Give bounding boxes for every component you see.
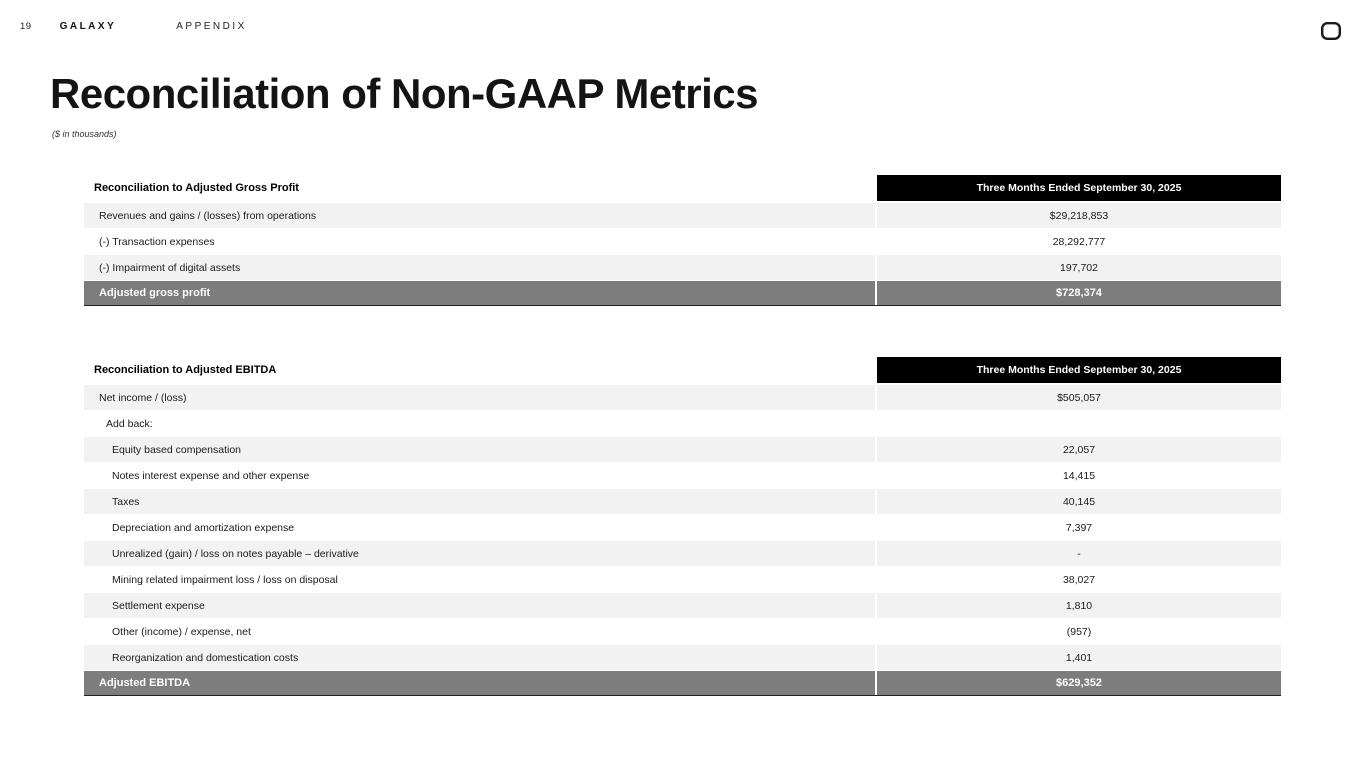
table-header-row bbox=[84, 357, 1281, 383]
page-subtitle: ($ in thousands) bbox=[52, 129, 117, 139]
period-header: Three Months Ended September 30, 2025 bbox=[877, 175, 1281, 201]
row-value bbox=[877, 411, 1281, 436]
table-row bbox=[84, 593, 1281, 618]
table-header-row bbox=[84, 175, 1281, 201]
row-value: 14,415 bbox=[877, 463, 1281, 488]
table-row bbox=[84, 411, 1281, 436]
table-row bbox=[84, 541, 1281, 566]
row-label: (-) Transaction expenses bbox=[84, 229, 875, 254]
table-row bbox=[84, 255, 1281, 280]
table-total-row bbox=[84, 281, 1281, 306]
period-header: Three Months Ended September 30, 2025 bbox=[877, 357, 1281, 383]
table-row bbox=[84, 645, 1281, 670]
table-row bbox=[84, 619, 1281, 644]
row-value: 197,702 bbox=[877, 255, 1281, 280]
row-label: Mining related impairment loss / loss on disposal bbox=[84, 567, 875, 592]
table-row bbox=[84, 489, 1281, 514]
row-value: 1,401 bbox=[877, 645, 1281, 670]
row-label: (-) Impairment of digital assets bbox=[84, 255, 875, 280]
row-label: Revenues and gains / (losses) from operations bbox=[84, 203, 875, 228]
row-value: (957) bbox=[877, 619, 1281, 644]
gross-profit-table bbox=[84, 175, 1281, 307]
row-value: 28,292,777 bbox=[877, 229, 1281, 254]
table-row bbox=[84, 385, 1281, 410]
row-label: Add back: bbox=[84, 411, 875, 436]
page-number: 19 bbox=[20, 21, 32, 32]
row-value: 38,027 bbox=[877, 567, 1281, 592]
total-label: Adjusted EBITDA bbox=[84, 671, 875, 695]
ebitda-table bbox=[84, 357, 1281, 697]
table-row bbox=[84, 229, 1281, 254]
table-title: Reconciliation to Adjusted Gross Profit bbox=[94, 182, 299, 194]
row-label: Settlement expense bbox=[84, 593, 875, 618]
row-value: $505,057 bbox=[877, 385, 1281, 410]
row-label: Taxes bbox=[84, 489, 875, 514]
table-row bbox=[84, 203, 1281, 228]
row-label: Net income / (loss) bbox=[84, 385, 875, 410]
table-total-row bbox=[84, 671, 1281, 696]
row-label: Depreciation and amortization expense bbox=[84, 515, 875, 540]
table-row bbox=[84, 567, 1281, 592]
row-label: Reorganization and domestication costs bbox=[84, 645, 875, 670]
total-label: Adjusted gross profit bbox=[84, 281, 875, 305]
table-row bbox=[84, 515, 1281, 540]
row-value: 22,057 bbox=[877, 437, 1281, 462]
row-label: Unrealized (gain) / loss on notes payable – derivative bbox=[84, 541, 875, 566]
row-label: Equity based compensation bbox=[84, 437, 875, 462]
brand-wordmark: GALAXY bbox=[59, 21, 117, 32]
table-row bbox=[84, 463, 1281, 488]
galaxy-logo-icon bbox=[1320, 20, 1342, 42]
section-label: APPENDIX bbox=[176, 21, 247, 32]
row-value: $29,218,853 bbox=[877, 203, 1281, 228]
row-label: Notes interest expense and other expense bbox=[84, 463, 875, 488]
row-value: 40,145 bbox=[877, 489, 1281, 514]
row-label: Other (income) / expense, net bbox=[84, 619, 875, 644]
row-value: 1,810 bbox=[877, 593, 1281, 618]
page-title: Reconciliation of Non-GAAP Metrics bbox=[50, 70, 758, 117]
row-value: 7,397 bbox=[877, 515, 1281, 540]
table-title: Reconciliation to Adjusted EBITDA bbox=[94, 364, 277, 376]
row-value: - bbox=[877, 541, 1281, 566]
total-value: $728,374 bbox=[877, 281, 1281, 305]
top-bar bbox=[20, 21, 247, 32]
total-value: $629,352 bbox=[877, 671, 1281, 695]
table-row bbox=[84, 437, 1281, 462]
